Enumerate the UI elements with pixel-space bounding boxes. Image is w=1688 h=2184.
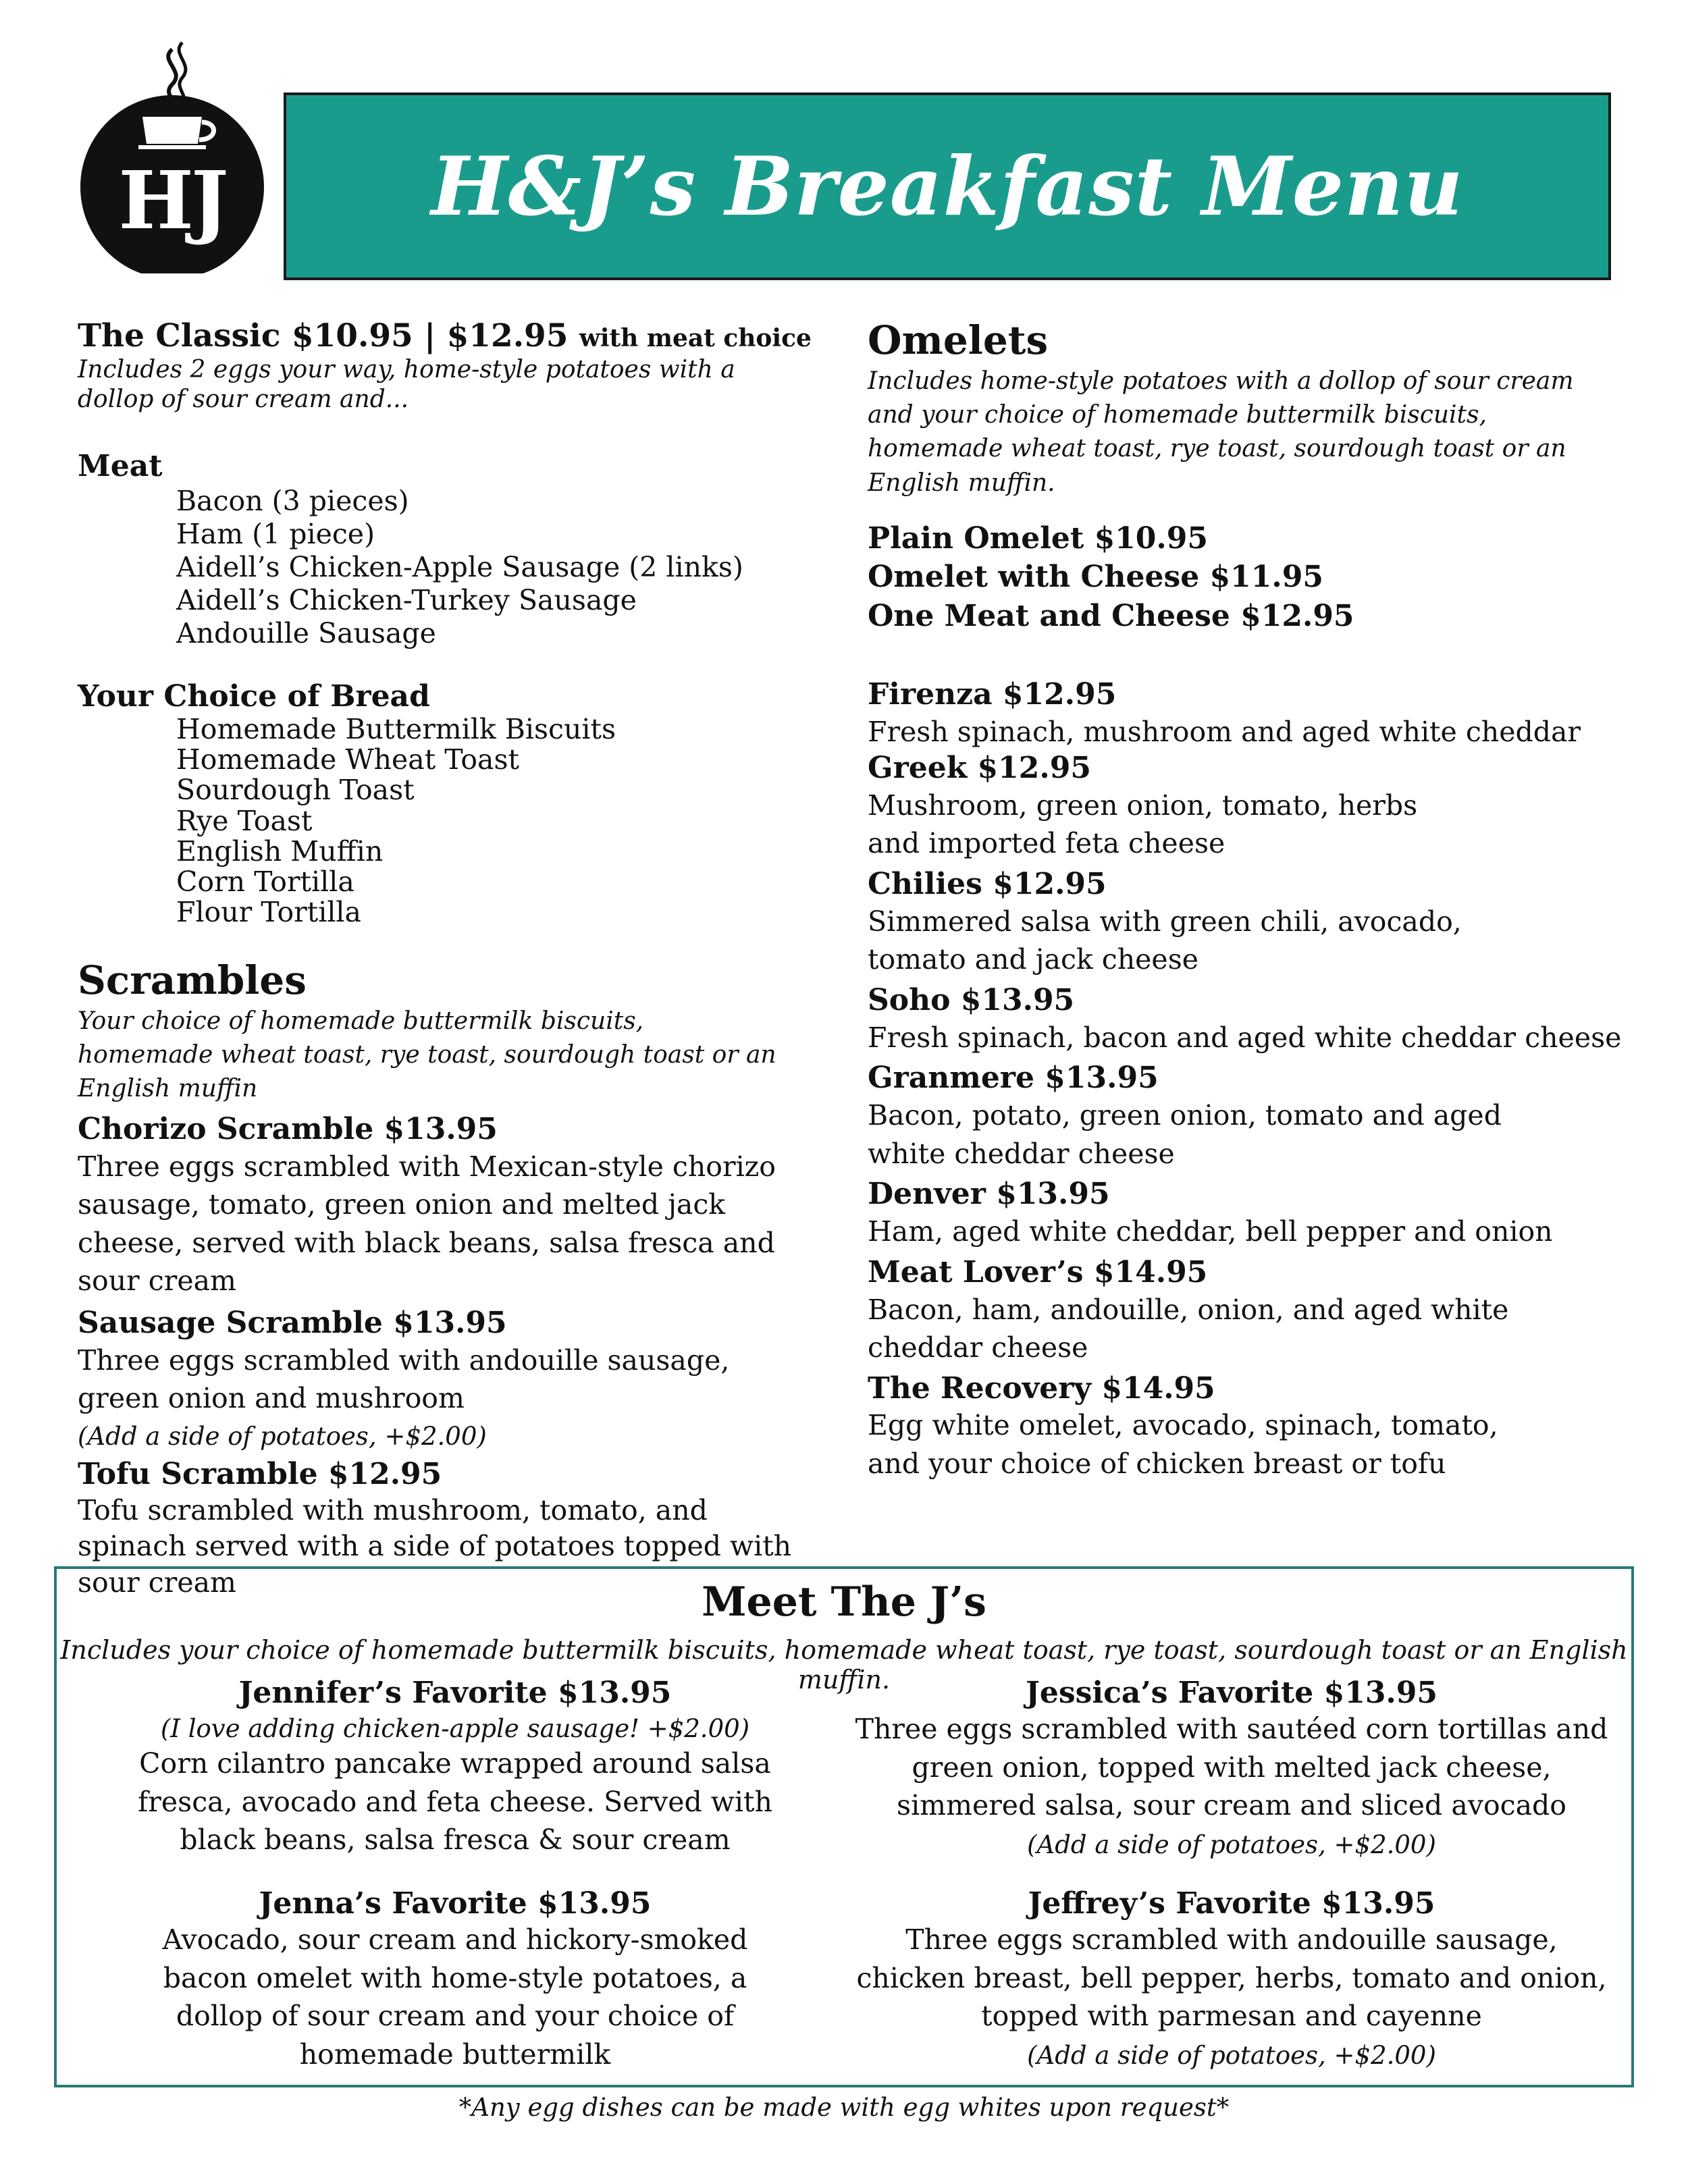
item-description: Bacon, potato, green onion, tomato and aged white cheddar cheese: [868, 1099, 1502, 1170]
list-item: Flour Tortilla: [176, 895, 361, 928]
item-description: Avocado, sour cream and hickory-smoked bacon omelet with home-style potatoes, a dollop of sour cream and your choice of homemade buttermilk: [162, 1923, 748, 2071]
item-name: Plain Omelet $10.95: [868, 521, 1208, 556]
meet-the-js-box: [54, 1566, 1634, 2087]
list-item: Sourdough Toast: [176, 774, 415, 807]
list-item: Bacon (3 pieces): [176, 484, 409, 517]
omelets-section: [868, 317, 1624, 1483]
item-description: Tofu scrambled with mushroom, tomato, and spinach served with a side of potatoes topped with sour cream: [78, 1494, 792, 1599]
logo-monogram: HJ: [118, 153, 226, 247]
list-item: [868, 751, 1624, 863]
item-description: Mushroom, green onion, tomato, herbs and imported feta cheese: [868, 789, 1418, 860]
meat-heading: Meat: [78, 448, 163, 483]
list-item: [868, 1177, 1624, 1250]
item-description: Bacon, ham, andouille, onion, and aged white cheddar cheese: [868, 1293, 1509, 1364]
classic-section: [78, 317, 834, 928]
item-name: Jennifer’s Favorite $13.95: [238, 1676, 672, 1710]
item-description: Corn cilantro pancake wrapped around salsa fresca, avocado and feta cheese. Served with black beans, salsa fresca & sour cream: [138, 1747, 772, 1857]
item-name: Meat Lover’s $14.95: [868, 1254, 1208, 1289]
list-item: [78, 1112, 814, 1300]
item-note: (I love adding chicken-apple sausage! +$2.00): [160, 1714, 750, 1743]
item-name: Chilies $12.95: [868, 867, 1107, 902]
list-item: Rye Toast: [176, 804, 313, 837]
item-description: Three eggs scrambled with Mexican-style chorizo sausage, tomato, green onion and melted jack cheese, served with black beans, salsa fresca and sour cream: [78, 1150, 776, 1298]
item-name: Jeffrey’s Favorite $13.95: [1028, 1886, 1435, 1921]
item-name: Omelet with Cheese $11.95: [868, 560, 1323, 595]
jessica-favorite: [853, 1676, 1610, 1859]
jeffrey-favorite: [853, 1886, 1610, 2070]
list-item: [868, 1371, 1624, 1483]
jenna-favorite: [131, 1886, 779, 2073]
list-item: Homemade Wheat Toast: [176, 743, 520, 776]
item-name: Granmere $13.95: [868, 1061, 1159, 1096]
classic-title-suffix: with meat choice: [579, 324, 812, 352]
list-item: [868, 1255, 1624, 1367]
item-description: Simmered salsa with green chili, avocado, tomato and jack cheese: [868, 905, 1462, 976]
list-item: [868, 983, 1624, 1057]
item-name: Chorizo Scramble $13.95: [78, 1111, 498, 1146]
bread-heading: Your Choice of Bread: [78, 678, 430, 714]
item-note: (Add a side of potatoes, +$2.00): [78, 1421, 487, 1451]
item-description: Three eggs scrambled with sautéed corn tortillas and green onion, topped with melted jack cheese, simmered salsa, sour cream and sliced avocado: [855, 1713, 1608, 1822]
item-name: Soho $13.95: [868, 983, 1075, 1017]
item-description: Ham, aged white cheddar, bell pepper and onion: [868, 1215, 1553, 1248]
meet-the-js-title: Meet The J’s: [702, 1578, 986, 1626]
scrambles-heading: Scrambles: [78, 957, 307, 1003]
item-name: Sausage Scramble $13.95: [78, 1305, 507, 1340]
item-name: The Recovery $14.95: [868, 1370, 1215, 1406]
item-name: Jessica’s Favorite $13.95: [1026, 1676, 1438, 1710]
item-name: Tofu Scramble $12.95: [78, 1457, 442, 1492]
classic-title: The Classic $10.95 | $12.95: [78, 317, 569, 354]
item-name: Greek $12.95: [868, 751, 1091, 786]
classic-description: Includes 2 eggs your way, home-style potatoes with a dollop of sour cream and...: [78, 356, 735, 413]
list-item: [78, 1306, 814, 1451]
list-item: [868, 677, 1624, 751]
list-item: Andouille Sausage: [176, 617, 436, 650]
classic-heading: [78, 317, 834, 355]
meet-the-js-description: Includes your choice of homemade buttermilk biscuits, homemade wheat toast, rye toast, sourdough toast or an English muffin.: [60, 1635, 1628, 1695]
omelets-description: Includes home-style potatoes with a dollop of sour cream and your choice of homemade buttermilk biscuits, homemade wheat toast, rye toast, sourdough toast or an English muffin.: [868, 367, 1574, 497]
page-title: H&J’s Breakfast Menu: [431, 138, 1464, 234]
list-item: [868, 1061, 1624, 1173]
meat-list: [78, 485, 834, 651]
list-item: Ham (1 piece): [176, 517, 375, 550]
list-item: English Muffin: [176, 834, 384, 868]
item-note: (Add a side of potatoes, +$2.00): [1027, 2040, 1436, 2070]
item-description: Three eggs scrambled with andouille sausage, chicken breast, bell pepper, herbs, tomato and onion, topped with parmesan and cayenne: [856, 1923, 1607, 2033]
item-note: (Add a side of potatoes, +$2.00): [1027, 1830, 1436, 1859]
list-item: Aidell’s Chicken-Apple Sausage (2 links): [176, 550, 743, 583]
item-name: One Meat and Cheese $12.95: [868, 598, 1354, 633]
list-item: [868, 867, 1624, 979]
item-description: Egg white omelet, avocado, spinach, tomato, and your choice of chicken breast or tofu: [868, 1409, 1498, 1481]
item-description: Fresh spinach, bacon and aged white cheddar cheese: [868, 1021, 1622, 1054]
scrambles-description: Your choice of homemade buttermilk biscuits, homemade wheat toast, rye toast, sourdough toast or an English muffin: [78, 1007, 776, 1103]
item-description: Three eggs scrambled with andouille sausage, green onion and mushroom: [78, 1343, 730, 1415]
basic-omelets: [868, 519, 1624, 635]
bread-list: [78, 714, 834, 928]
item-name: Denver $13.95: [868, 1177, 1110, 1212]
jennifer-favorite: [131, 1676, 779, 1859]
list-item: Homemade Buttermilk Biscuits: [176, 713, 616, 746]
item-name: Firenza $12.95: [868, 676, 1117, 712]
item-name: Jenna’s Favorite $13.95: [259, 1886, 652, 1921]
list-item: Corn Tortilla: [176, 865, 354, 898]
item-description: Fresh spinach, mushroom and aged white cheddar: [868, 715, 1581, 748]
footer-note: *Any egg dishes can be made with egg whites upon request*: [458, 2093, 1230, 2122]
logo: [78, 37, 267, 273]
list-item: Aidell’s Chicken-Turkey Sausage: [176, 584, 637, 617]
omelets-heading: Omelets: [868, 317, 1049, 363]
scrambles-section: [78, 957, 814, 1601]
header-banner: [284, 92, 1611, 280]
